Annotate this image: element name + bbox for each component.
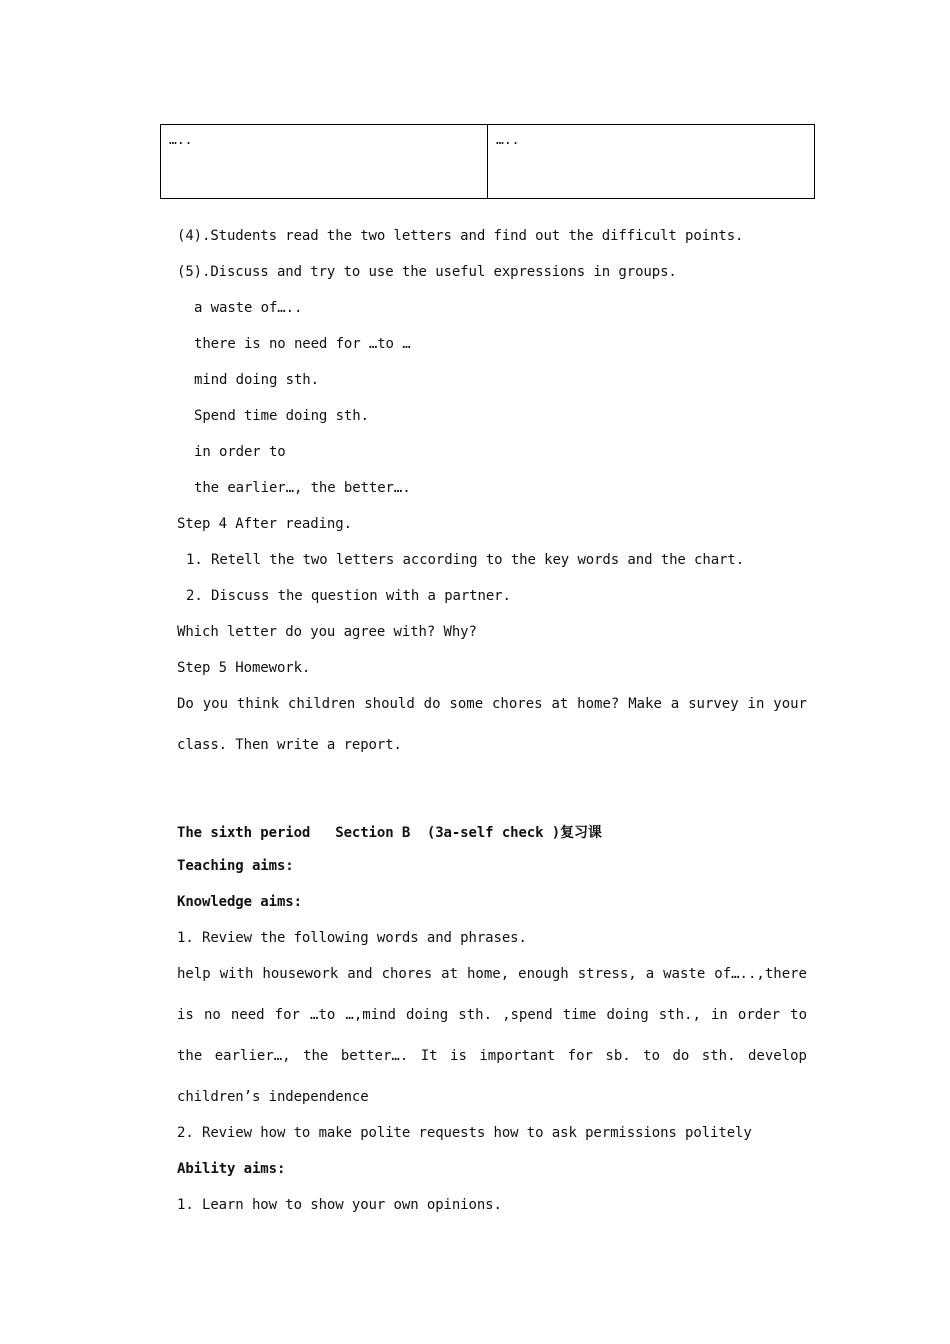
section-title: The sixth period Section B (3a-self check )复习课 (177, 825, 602, 841)
expression-item: in order to (194, 444, 286, 460)
list-item: 1. Learn how to show your own opinions. (177, 1197, 502, 1213)
table-cell-right: ….. (496, 133, 520, 148)
list-item: 1. Retell the two letters according to the key words and the chart. (186, 552, 745, 568)
step-heading: Step 5 Homework. (177, 660, 311, 676)
list-item: 2. Review how to make polite requests how to ask permissions politely (177, 1125, 752, 1141)
step-heading: Step 4 After reading. (177, 516, 352, 532)
expression-item: the earlier…, the better…. (194, 480, 411, 496)
phrase-paragraph-line: the earlier…, the better…. It is important for sb. to do sth. develop (177, 1048, 807, 1064)
table-cell-left: ….. (161, 125, 488, 198)
step-item-5: (5).Discuss and try to use the useful expressions in groups. (177, 264, 677, 280)
expression-item: Spend time doing sth. (194, 408, 369, 424)
comparison-table (160, 124, 815, 199)
expression-item: there is no need for …to … (194, 336, 411, 352)
list-item: 2. Discuss the question with a partner. (186, 588, 511, 604)
ability-aims-heading: Ability aims: (177, 1161, 286, 1177)
phrase-paragraph-line: is no need for …to …,mind doing sth. ,spend time doing sth., in order to (177, 1007, 807, 1023)
homework-line: Do you think children should do some chores at home? Make a survey in your (177, 696, 807, 712)
homework-line: class. Then write a report. (177, 737, 402, 753)
phrase-paragraph-line: children’s independence (177, 1089, 369, 1105)
question-text: Which letter do you agree with? Why? (177, 624, 477, 640)
teaching-aims-heading: Teaching aims: (177, 858, 294, 874)
phrase-paragraph-line: help with housework and chores at home, enough stress, a waste of…..,there (177, 966, 807, 982)
expression-item: mind doing sth. (194, 372, 319, 388)
list-item: 1. Review the following words and phrases. (177, 930, 527, 946)
step-item-4: (4).Students read the two letters and find out the difficult points. (177, 228, 744, 244)
expression-item: a waste of….. (194, 300, 303, 316)
knowledge-aims-heading: Knowledge aims: (177, 894, 302, 910)
